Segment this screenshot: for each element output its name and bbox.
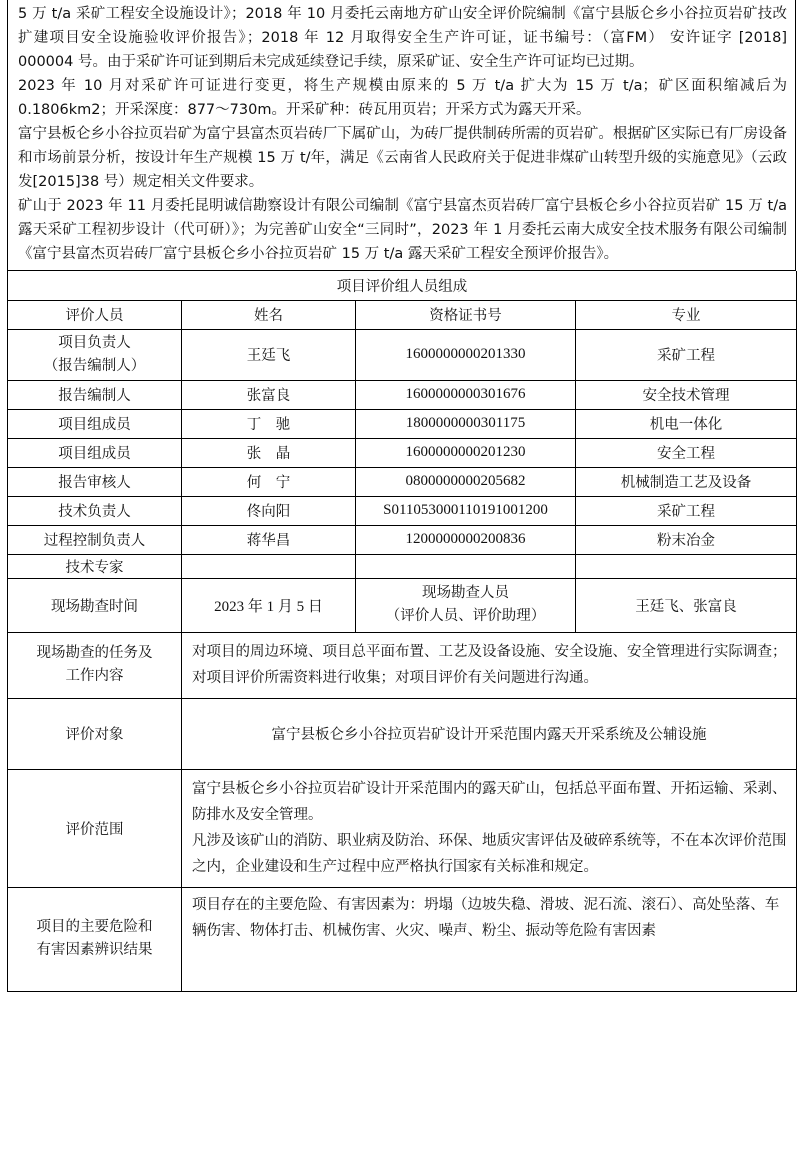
member-role: 技术专家: [8, 554, 182, 578]
hazards-label-line: 项目的主要危险和: [36, 919, 153, 935]
object-content: 富宁县板仑乡小谷拉页岩矿设计开采范围内露天开采系统及公辅设施: [182, 698, 797, 769]
team-table-title: 项目评价组人员组成: [8, 271, 797, 300]
member-role: 技术负责人: [8, 496, 182, 525]
object-row: [8, 698, 797, 769]
hazards-content: 项目存在的主要危险、有害因素为：坍塌（边坡失稳、滑坡、泥石流、滚石）、高处坠落、车辆伤害、物体打击、机械伤害、火灾、噪声、粉尘、振动等危险有害因素: [182, 887, 797, 991]
hazards-label-line: 有害因素辨识结果: [36, 942, 153, 958]
evaluation-team-table: [7, 271, 797, 992]
scope-paragraph: 富宁县板仑乡小谷拉页岩矿设计开采范围内的露天矿山，包括总平面布置、开拓运输、采剥、防排水及安全管理。: [192, 781, 787, 823]
member-certificate: [356, 554, 576, 578]
hazards-row: [8, 887, 797, 991]
member-name: 蒋华昌: [182, 525, 356, 554]
table-row: [8, 554, 797, 578]
member-role: 报告审核人: [8, 467, 182, 496]
task-label-line: 工作内容: [65, 668, 124, 684]
intro-paragraph: 矿山于 2023 年 11 月委托昆明诚信勘察设计有限公司编制《富宁县富杰页岩砖厂富宁县板仑乡小谷拉页岩矿 15 万 t/a 露天采矿工程初步设计（代可研）》；为完善矿山安全“三同时”，2023 年 1 月委托云南大成安全技术服务有限公司编制《富宁县富杰页岩砖厂富宁县板仑乡小谷拉页岩矿 15 万 t/a 露天采矿工程安全预评价报告》。: [18, 198, 787, 262]
survey-row: [8, 578, 797, 632]
member-major: 机电一体化: [576, 409, 797, 438]
member-name: 何 宁: [182, 467, 356, 496]
member-certificate: S011053000110191001200: [356, 496, 576, 525]
intro-section: [7, 0, 796, 271]
member-major: 安全工程: [576, 438, 797, 467]
member-role: 项目组成员: [8, 409, 182, 438]
scope-label: 评价范围: [8, 769, 182, 887]
header-major: 专业: [576, 300, 797, 329]
task-label-line: 现场勘查的任务及: [36, 645, 153, 661]
task-label: [8, 632, 182, 698]
intro-paragraph: 富宁县板仑乡小谷拉页岩矿为富宁县富杰页岩砖厂下属矿山，为砖厂提供制砖所需的页岩矿。根据矿区实际已有厂房设备和市场前景分析，按设计年生产规模 15 万 t/年，满足《云南省人民政府关于促进非煤矿山转型升级的实施意见》（云政发[2015]38 号）规定相关文件要求。: [18, 126, 787, 190]
table-row: [8, 467, 797, 496]
table-row: [8, 409, 797, 438]
member-certificate: 1200000000200836: [356, 525, 576, 554]
member-role: 报告编制人: [8, 380, 182, 409]
member-name: 张 晶: [182, 438, 356, 467]
member-major: 采矿工程: [576, 329, 797, 380]
scope-content: [182, 769, 797, 887]
intro-paragraph: 2023 年 10 月对采矿许可证进行变更，将生产规模由原来的 5 万 t/a 扩大为 15 万 t/a；矿区面积缩减后为 0.1806km2；开采深度：877～730m。开采矿种：砖瓦用页岩；开采方式为露天开采。: [18, 78, 787, 118]
table-row: [8, 525, 797, 554]
member-certificate: 1600000000201330: [356, 329, 576, 380]
member-name: 王廷飞: [182, 329, 356, 380]
member-certificate: 1600000000201230: [356, 438, 576, 467]
hazards-label: [8, 887, 182, 991]
survey-people-label-line: （评价人员、评价助理）: [385, 608, 546, 624]
document-page: [7, 0, 796, 992]
survey-time-value: 2023 年 1 月 5 日: [182, 578, 356, 632]
member-certificate: 1600000000301676: [356, 380, 576, 409]
member-name: 丁 驰: [182, 409, 356, 438]
scope-paragraph: 凡涉及该矿山的消防、职业病及防治、环保、地质灾害评估及破碎系统等，不在本次评价范围之内，企业建设和生产过程中应严格执行国家有关标准和规定。: [192, 833, 787, 875]
member-major: 安全技术管理: [576, 380, 797, 409]
survey-people-label: [356, 578, 576, 632]
member-role-line: 项目负责人: [58, 334, 131, 351]
table-row: [8, 380, 797, 409]
survey-time-label: 现场勘查时间: [8, 578, 182, 632]
member-role: 项目组成员: [8, 438, 182, 467]
member-certificate: 0800000000205682: [356, 467, 576, 496]
member-major: 粉末冶金: [576, 525, 797, 554]
header-certificate: 资格证书号: [356, 300, 576, 329]
member-name: 佟向阳: [182, 496, 356, 525]
member-major: [576, 554, 797, 578]
table-row: [8, 438, 797, 467]
survey-people-label-line: 现场勘查人员: [422, 585, 509, 601]
header-role: 评价人员: [8, 300, 182, 329]
table-row: [8, 496, 797, 525]
intro-paragraph: 5 万 t/a 采矿工程安全设施设计》；2018 年 10 月委托云南地方矿山安全评价院编制《富宁县版仑乡小谷拉页岩矿技改扩建项目安全设施验收评价报告》；2018 年 12 月取得安全生产许可证，证书编号：（富FM） 安许证字 [2018] 000004 号。由于采矿许可证到期后未完成延续登记手续，原采矿证、安全生产许可证均已过期。: [18, 6, 787, 70]
task-row: [8, 632, 797, 698]
member-name: [182, 554, 356, 578]
member-role: 过程控制负责人: [8, 525, 182, 554]
member-major: 采矿工程: [576, 496, 797, 525]
member-major: 机械制造工艺及设备: [576, 467, 797, 496]
member-name: 张富良: [182, 380, 356, 409]
member-role-line: （报告编制人）: [43, 357, 146, 374]
object-label: 评价对象: [8, 698, 182, 769]
member-certificate: 1800000000301175: [356, 409, 576, 438]
task-content: 对项目的周边环境、项目总平面布置、工艺及设备设施、安全设施、安全管理进行实际调查；对项目评价所需资料进行收集；对项目评价有关问题进行沟通。: [182, 632, 797, 698]
member-role: [8, 329, 182, 380]
team-table-header-row: [8, 300, 797, 329]
header-name: 姓名: [182, 300, 356, 329]
scope-row: [8, 769, 797, 887]
survey-people-value: 王廷飞、张富良: [576, 578, 797, 632]
table-row: [8, 329, 797, 380]
